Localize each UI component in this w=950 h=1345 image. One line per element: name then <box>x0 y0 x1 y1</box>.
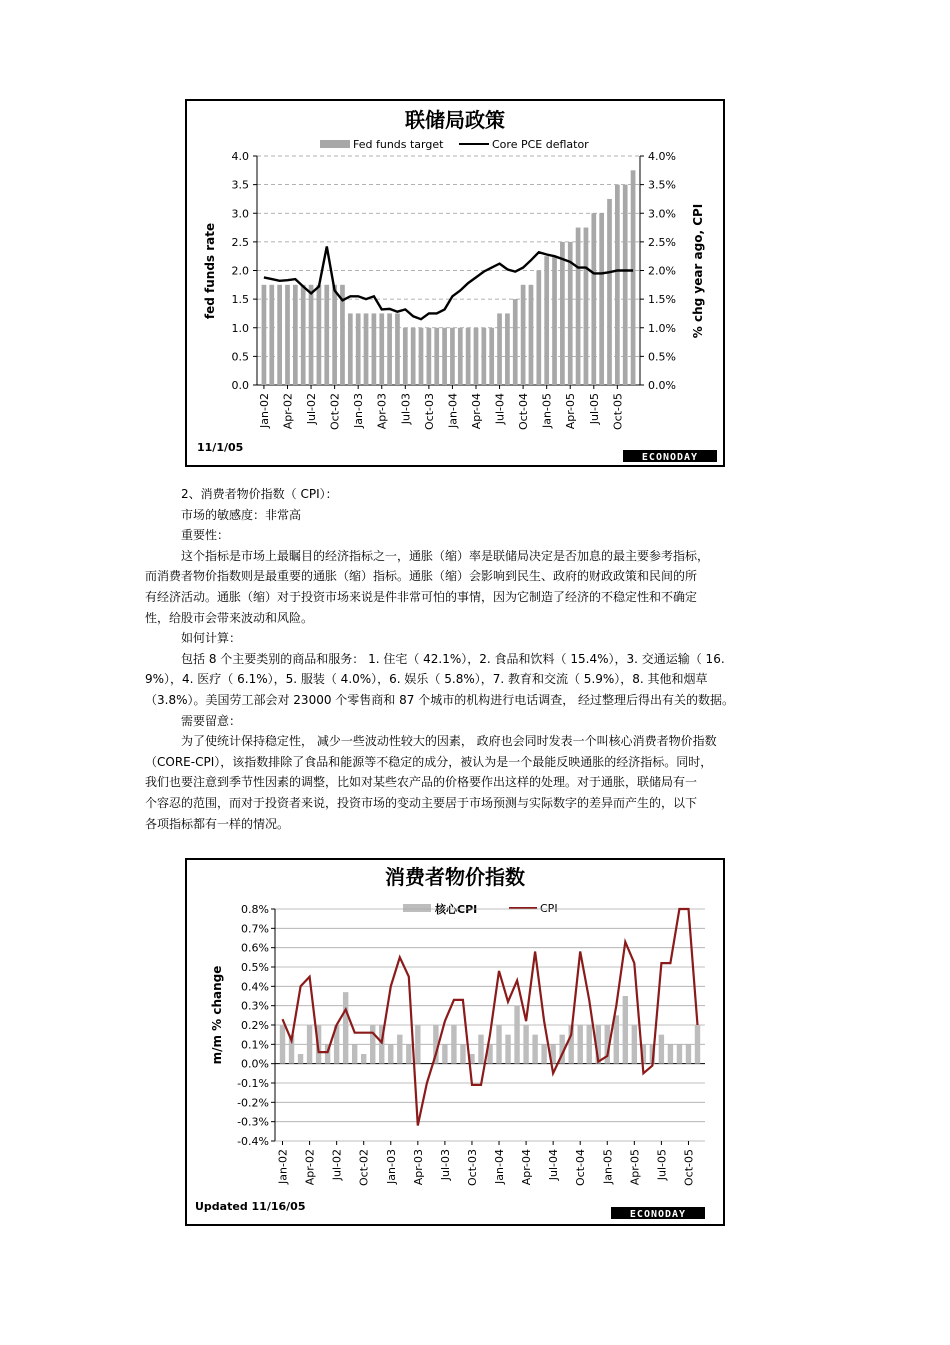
legend-label: Core PCE deflator <box>492 138 589 151</box>
bar <box>474 328 479 385</box>
bar <box>415 1025 420 1064</box>
bar <box>497 313 502 385</box>
bar <box>560 242 565 385</box>
y-tick-label: 0.5% <box>241 961 269 974</box>
x-tick-label: Jul-02 <box>330 1149 344 1181</box>
fed-policy-chart-svg <box>187 101 723 465</box>
y2-tick-label: 3.0% <box>648 207 676 221</box>
y-tick-label: -0.1% <box>237 1077 269 1090</box>
bar <box>478 1035 483 1064</box>
bar <box>372 313 377 385</box>
x-tick-label: Jan-02 <box>257 393 271 428</box>
cpi-description <box>145 484 815 834</box>
x-tick-label: Oct-04 <box>517 393 531 430</box>
y-tick-label: 0.1% <box>241 1038 269 1052</box>
bar <box>285 285 290 385</box>
x-tick-label: Apr-02 <box>303 1149 317 1186</box>
bar <box>607 199 612 385</box>
bar <box>615 185 620 385</box>
y-tick-label: 2.0 <box>231 264 249 278</box>
bar <box>587 1025 592 1064</box>
bar <box>505 313 510 385</box>
bar <box>317 285 322 385</box>
y-tick-label: 3.0 <box>231 207 249 221</box>
y-tick-label: 0.5 <box>231 350 249 364</box>
bar <box>458 328 463 385</box>
y-tick-label: 0.0 <box>231 379 249 392</box>
x-tick-label: Oct-03 <box>465 1149 479 1186</box>
fed-policy-chart <box>185 99 725 467</box>
notes-line: （CORE-CPI），该指数排除了食品和能源等不稳定的成分，被认为是一个最能反映通胀的经济指标。同时， <box>145 754 713 769</box>
x-tick-label: Oct-04 <box>574 1149 588 1186</box>
notes-line: 个容忍的范围，而对于投资者来说，投资市场的变动主要居于市场预测与实际数字的差异而产生的，以下 <box>145 795 698 810</box>
bar <box>481 328 486 385</box>
bar <box>536 271 541 386</box>
bar <box>307 1025 312 1064</box>
bar <box>298 1054 303 1064</box>
bar <box>352 1044 357 1063</box>
bar <box>514 1006 519 1064</box>
importance-line: 性，给股市会带来波动和风险。 <box>145 610 314 625</box>
importance-line: 有经济活动。通胀（缩）对于投资市场来说是件非常可怕的事情，因为它制造了经济的不稳定性和不确定 <box>145 589 698 604</box>
bar <box>695 1025 700 1064</box>
sensitivity-line: 市场的敏感度：非常高 <box>181 507 302 522</box>
chart-title: 消费者物价指数 <box>385 865 525 889</box>
y2-tick-label: 1.0% <box>648 321 676 335</box>
x-tick-label: Jan-03 <box>384 1149 398 1184</box>
y-tick-label: 0.4% <box>241 980 269 994</box>
bar <box>388 1044 393 1063</box>
chart-date-label: 11/1/05 <box>197 441 244 454</box>
x-tick-label: Jan-04 <box>493 1149 507 1184</box>
x-tick-label: Apr-03 <box>375 393 389 430</box>
bar <box>576 228 581 385</box>
x-tick-label: Apr-05 <box>564 393 578 430</box>
y-tick-label: 0.7% <box>241 922 269 936</box>
bar <box>387 313 392 385</box>
importance-label: 重要性： <box>181 528 230 543</box>
bar <box>434 328 439 385</box>
bar <box>427 328 432 385</box>
bar <box>513 299 518 385</box>
x-tick-label: Jan-05 <box>540 393 554 428</box>
importance-line: 而消费者物价指数则是最重要的通胀（缩）指标。通胀（缩）会影响到民生、政府的财政政策和民间的所 <box>145 569 698 584</box>
legend-label: Fed funds target <box>353 138 444 151</box>
calc-label: 如何计算： <box>181 631 242 646</box>
chart-date-label: Updated 11/16/05 <box>195 1200 306 1213</box>
brand-logo-text: ECONODAY <box>629 1209 687 1220</box>
y-axis-label: fed funds rate <box>203 222 217 320</box>
bar <box>532 1035 537 1064</box>
section-heading: 2、消费者物价指数（ CPI）： <box>181 487 338 501</box>
bar <box>293 285 298 385</box>
x-tick-label: Oct-02 <box>328 393 342 430</box>
x-tick-label: Apr-05 <box>628 1149 642 1186</box>
x-tick-label: Jan-04 <box>446 393 460 428</box>
y2-tick-label: 2.5% <box>648 235 676 249</box>
bar <box>451 1025 456 1064</box>
cpi-chart <box>185 858 725 1226</box>
bar <box>632 1025 637 1064</box>
x-tick-label: Jan-05 <box>601 1149 615 1184</box>
x-tick-label: Apr-04 <box>469 393 483 430</box>
importance-line: 这个指标是市场上最瞩目的经济指标之一，通胀（缩）率是联储局决定是否加息的最主要参考指标， <box>181 548 710 563</box>
y-axis-label: m/m % change <box>210 965 224 1065</box>
y-tick-label: 3.5 <box>231 178 249 192</box>
bar <box>668 1044 673 1063</box>
bar <box>631 170 636 385</box>
chart-title: 联储局政策 <box>405 108 505 132</box>
bar <box>578 1025 583 1064</box>
x-tick-label: Jul-05 <box>587 393 601 425</box>
y-tick-label: 0.3% <box>241 999 269 1013</box>
bar <box>460 1044 465 1063</box>
x-tick-label: Jul-05 <box>655 1149 669 1181</box>
x-tick-label: Oct-05 <box>682 1149 696 1186</box>
bar <box>496 1025 501 1064</box>
y-tick-label: 0.2% <box>241 1019 269 1032</box>
bar <box>419 328 424 385</box>
notes-line: 我们也要注意到季节性因素的调整，比如对某些农产品的价格要作出这样的处理。对于通胀，联储局有一 <box>145 775 698 790</box>
y-tick-label: 0.8% <box>241 903 269 916</box>
calc-line: 包括 8 个主要类别的商品和服务： 1. 住宅（ 42.1%），2. 食品和饮料（ 15.4%），3. 交通运输（ 16. <box>181 651 725 666</box>
y-tick-label: 0.6% <box>241 941 269 955</box>
bar <box>523 1025 528 1064</box>
bar <box>442 1044 447 1063</box>
bar <box>541 1044 546 1063</box>
bar <box>379 313 384 385</box>
notes-line: 各项指标都有一样的情况。 <box>145 816 290 831</box>
y-tick-label: 1.5 <box>231 293 249 307</box>
bar <box>450 328 455 385</box>
y2-axis-label: % chg year ago, CPI <box>691 203 705 339</box>
bar <box>356 313 361 385</box>
y-tick-label: 2.5 <box>231 235 249 249</box>
bar <box>623 996 628 1064</box>
bar <box>521 285 526 385</box>
y-tick-label: 0.0% <box>241 1057 269 1071</box>
bar <box>584 228 589 385</box>
x-tick-label: Oct-05 <box>611 393 625 430</box>
y-tick-label: -0.4% <box>237 1135 269 1148</box>
brand-logo-text: ECONODAY <box>641 452 699 463</box>
legend-swatch-bars <box>320 140 350 148</box>
bar <box>348 313 353 385</box>
bar <box>489 328 494 385</box>
x-tick-label: Apr-03 <box>411 1149 425 1186</box>
bar <box>343 992 348 1064</box>
legend-label: 核心CPI <box>435 903 478 916</box>
x-tick-label: Apr-02 <box>281 393 295 430</box>
bar <box>544 256 549 385</box>
y-tick-label: 4.0 <box>231 150 249 163</box>
bar <box>395 313 400 385</box>
bar <box>332 285 337 385</box>
bar <box>623 185 628 385</box>
bar <box>686 1044 691 1063</box>
y-tick-label: -0.3% <box>237 1115 269 1129</box>
bar <box>442 328 447 385</box>
bar <box>324 285 329 385</box>
bar <box>397 1035 402 1064</box>
cpi-chart-svg <box>187 860 723 1224</box>
bar <box>309 285 314 385</box>
y2-tick-label: 2.0% <box>648 264 676 278</box>
calc-line: 9%），4. 医疗（ 6.1%），5. 服装（ 4.0%），6. 娱乐（ 5.8%），7. 教育和交流（ 5.9%），8. 其他和烟草 <box>145 672 708 687</box>
x-tick-label: Apr-04 <box>520 1149 534 1186</box>
bar <box>552 256 557 385</box>
bar <box>280 1025 285 1064</box>
bar <box>677 1044 682 1063</box>
y2-tick-label: 1.5% <box>648 293 676 307</box>
bar <box>406 1044 411 1063</box>
bar <box>599 213 604 385</box>
bar <box>466 328 471 385</box>
bar <box>614 1015 619 1063</box>
legend-swatch-bars <box>403 904 431 912</box>
bar <box>364 313 369 385</box>
x-tick-label: Oct-02 <box>357 1149 371 1186</box>
notes-label: 需要留意： <box>181 713 242 728</box>
x-tick-label: Jan-03 <box>352 393 366 428</box>
x-tick-label: Jul-03 <box>399 393 413 425</box>
x-tick-label: Jul-03 <box>438 1149 452 1181</box>
x-tick-label: Jan-02 <box>276 1149 290 1184</box>
y2-tick-label: 0.0% <box>648 379 676 392</box>
y2-tick-label: 4.0% <box>648 150 676 163</box>
bar <box>301 285 306 385</box>
bar <box>411 328 416 385</box>
y-tick-label: 1.0 <box>231 321 249 335</box>
notes-line: 为了使统计保持稳定性， 减少一些波动性较大的因素， 政府也会同时发表一个叫核心消费者物价指数 <box>181 734 717 749</box>
y2-tick-label: 3.5% <box>648 178 676 192</box>
bar <box>659 1035 664 1064</box>
legend-label: CPI <box>540 902 558 915</box>
bar <box>505 1035 510 1064</box>
x-tick-label: Jul-04 <box>547 1149 561 1181</box>
bar <box>269 285 274 385</box>
y-tick-label: -0.2% <box>237 1096 269 1110</box>
x-tick-label: Oct-03 <box>422 393 436 430</box>
bar <box>277 285 282 385</box>
y2-tick-label: 0.5% <box>648 350 676 364</box>
bar <box>361 1054 366 1064</box>
bar <box>370 1025 375 1064</box>
bar <box>591 213 596 385</box>
bar <box>403 328 408 385</box>
x-tick-label: Jul-02 <box>305 393 319 425</box>
bar <box>529 285 534 385</box>
calc-line: （3.8%）。美国劳工部会对 23000 个零售商和 87 个城市的机构进行电话调查， 经过整理后得出有关的数据。 <box>145 692 735 707</box>
x-tick-label: Jul-04 <box>493 393 507 425</box>
bar <box>262 285 267 385</box>
